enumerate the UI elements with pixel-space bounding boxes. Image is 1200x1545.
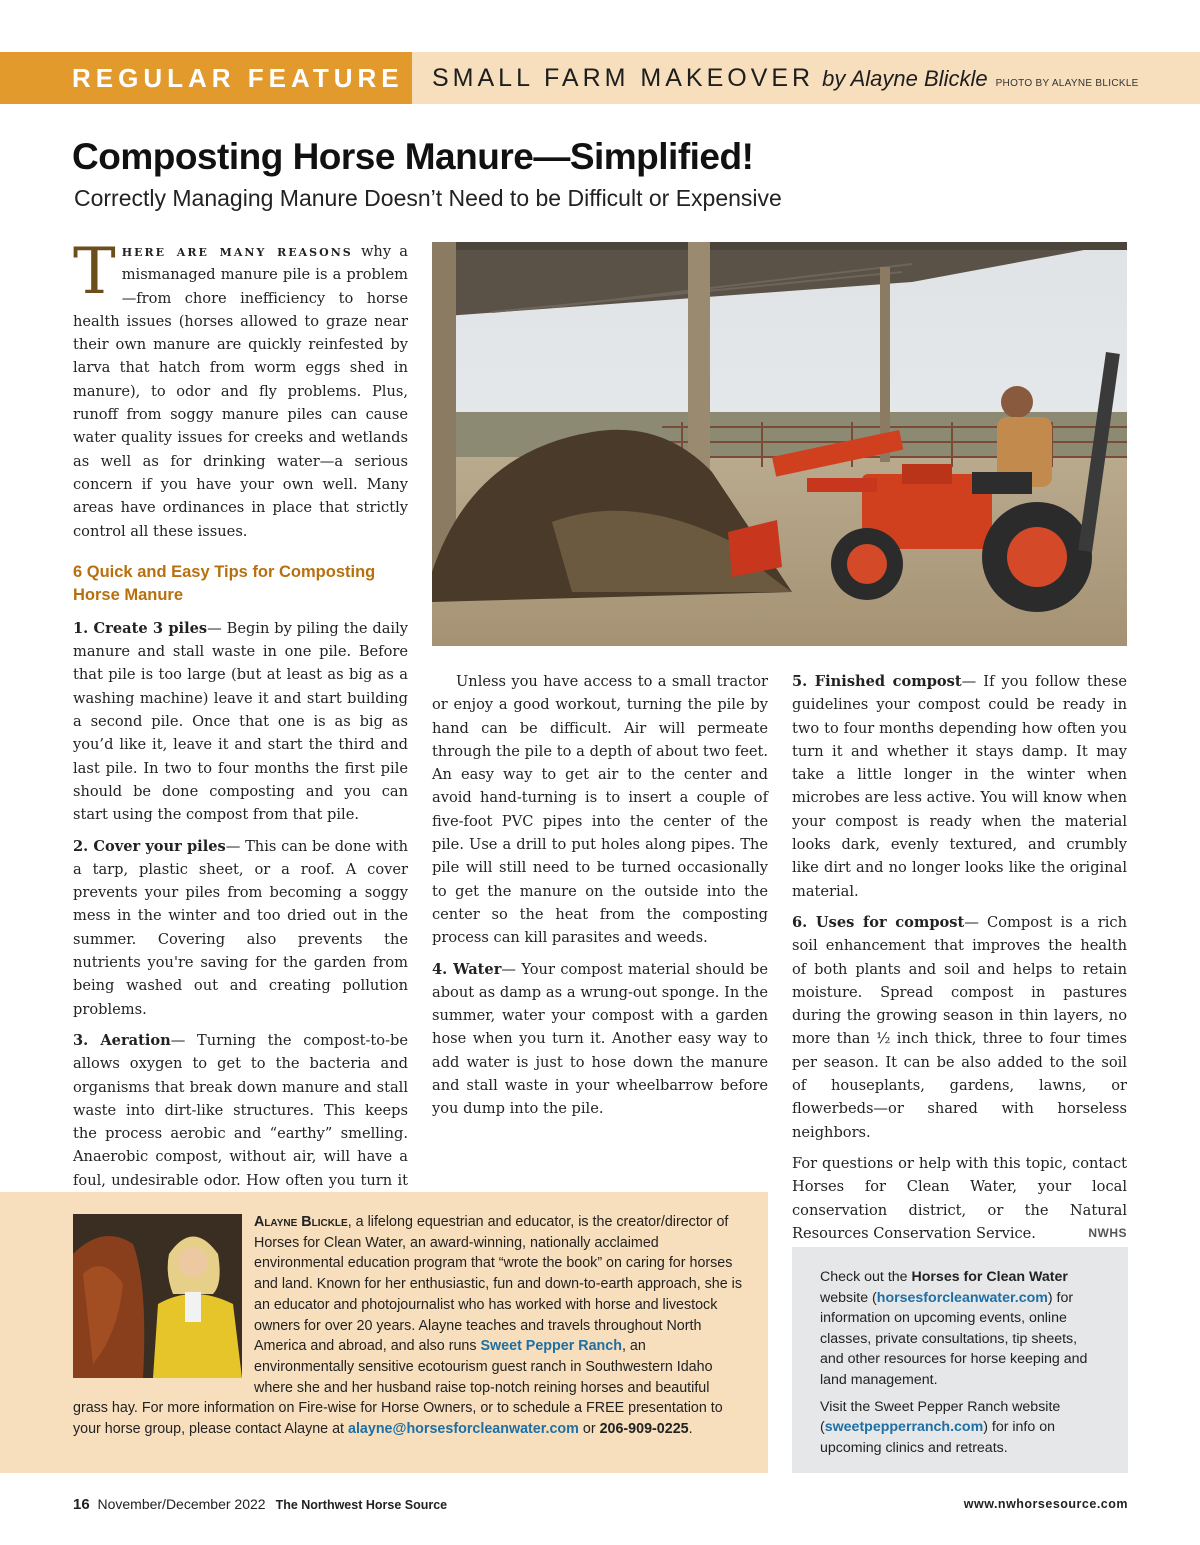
- magazine-website[interactable]: www.nwhorsesource.com: [963, 1497, 1128, 1511]
- page-footer: [73, 1496, 1128, 1513]
- lead-in: here are many reasons: [121, 242, 353, 260]
- bio-text-4: .: [688, 1421, 693, 1438]
- byline: by Alayne Blickle: [822, 66, 988, 91]
- tip-5-title: 5. Finished compost: [792, 673, 962, 690]
- photo-illustration: [432, 242, 1127, 646]
- tractor-compost-photo: [432, 242, 1127, 646]
- feature-label-band: [0, 52, 412, 104]
- article-headline: Composting Horse Manure—Simplified!: [72, 136, 754, 177]
- bio-text-1: , a lifelong equestrian and educator, is the creator/director of Horses for Clean Water, an award-winning, nationally acclaimed environmental education program that “wrote the book” on caring for horses and land. Known for her enthusiastic, fun and down-to-earth approach, she is an educator and photojournalist who has worked with horse and livestock owners for over 20 years. Alayne teaches and travels throughout North America and abroad, and also runs: [254, 1214, 742, 1355]
- hfcw-website-link[interactable]: horsesforcleanwater.com: [876, 1289, 1048, 1306]
- tip-3-paragraph-2: Unless you have access to a small tractor or enjoy a good workout, turning the pile by hand can be difficult. Air will permeate through the pile to a depth of about two feet. An easy way to get air to the center and avoid hand-turning is to insert a couple of five-foot PVC pipes into the center of the pile. Use a drill to put holes along pipes. The pile will still need to be turned occasionally to get the manure on the outside into the center so the heat from the composting process can kill parasites and weeds.: [432, 673, 768, 947]
- resources-sidebar: [792, 1247, 1128, 1473]
- article-subhead: Correctly Managing Manure Doesn’t Need to be Difficult or Expensive: [74, 185, 782, 211]
- bio-text-3: or: [578, 1421, 600, 1438]
- tip-1: [73, 617, 408, 827]
- tip-4: [432, 958, 768, 1121]
- tip-5: [792, 670, 1127, 903]
- sidebar-text: Check out the: [820, 1269, 912, 1285]
- tip-1-text: — Begin by piling the daily manure and stall waste in one pile. Before that pile is too large (but at least as big as a washing machine) leave it and start building a second pile. Once that one is as big as you’d like it, leave it and start the third and last pile. In two to four months the first pile should be done composting and you can start using the compost from that pile.: [73, 619, 408, 824]
- sidebar-text: ) for information on upcoming events, online classes, private consultations, tip sheets, and other resources for horse keeping and land management.: [820, 1289, 1088, 1388]
- sweet-pepper-ranch-link[interactable]: Sweet Pepper Ranch: [480, 1338, 622, 1355]
- tip-6-text: — Compost is a rich soil enhancement that improves the health of both plants and soil and helps to retain moisture. Spread compost in pastures during the growing season in thin layers, no more than ½ inch thick, three to four times per season. It can be also added to the soil of houseplants, gardens, lawns, or flowerbeds—or shared with horseless neighbors.: [792, 913, 1127, 1141]
- hfcw-name: Horses for Clean Water: [911, 1269, 1068, 1285]
- bio-text-2: , an environmentally sensitive ecotourism guest ranch in Southwestern Idaho where she and her husband raise top-notch reining horses and beautiful grass hay. For more information on Fire-wise for Horse Owners, or to schedule a FREE presentation to your horse group, please contact Alayne at: [73, 1338, 723, 1438]
- closing-text: For questions or help with this topic, contact Horses for Clean Water, your local conservation district, or the Natural Resources Conservation Service.: [792, 1154, 1127, 1242]
- sidebar-text: ) for info on upcoming clinics and retreats.: [820, 1419, 1055, 1456]
- sidebar-text: website (: [820, 1289, 877, 1306]
- tip-5-text: — If you follow these guidelines your compost could be ready in two to four months depending how often you turn it and whether it stays damp. It may take a little longer in the winter when microbes are less active. You will know when your compost is ready when the material looks dark, evenly textured, and crumbly like dirt and no longer looks like the original material.: [792, 673, 1127, 900]
- intro-paragraph: [73, 235, 409, 543]
- author-email-link[interactable]: alayne@horsesforcleanwater.com: [348, 1421, 579, 1438]
- intro-text: why a mismanaged manure pile is a problem—from chore inefficiency to horse health issues (horses allowed to graze near their own manure are quickly reinfested by larva that hatch from worm eggs shed in manure), to odor and fly problems. Plus, runoff from soggy manure piles can cause water quality issues for creeks and wetlands as well as for drinking water—a serious concern if you have your own well. Many areas have ordinances in place that strictly control all these issues.: [73, 243, 409, 540]
- article-column-1: [73, 235, 409, 1247]
- article-column-2: [432, 670, 768, 1129]
- sidebar-paragraph-1: [820, 1267, 1104, 1391]
- tip-3-title: 3. Aeration: [73, 1031, 171, 1049]
- photo-spacer: [73, 1212, 254, 1390]
- tip-6-title: 6. Uses for compost: [792, 913, 965, 931]
- tip-4-title: 4. Water: [432, 960, 502, 978]
- feature-label: REGULAR FEATURE: [72, 63, 404, 93]
- section-heading: 6 Quick and Easy Tips for Composting Horse Manure: [73, 562, 376, 604]
- photo-credit: PHOTO BY ALAYNE BLICKLE: [995, 78, 1139, 89]
- series-title: SMALL FARM MAKEOVER: [432, 64, 815, 92]
- drop-cap: T: [73, 235, 116, 309]
- tip-6: [792, 911, 1127, 1144]
- magazine-name: The Northwest Horse Source: [275, 1498, 448, 1512]
- author-name: Alayne Blickle: [254, 1214, 348, 1230]
- page-number: 16: [73, 1496, 90, 1513]
- signoff: NWHS: [1088, 1225, 1127, 1240]
- tip-3-text: — Turning the compost-to-be allows oxygen to get to the bacteria and organisms that break down manure and stall waste into dirt-like structures. This keeps the process aerobic and “earthy” smelling. Anaerobic compost, without air, will have a foul, undesirable odor. How often you turn it: [73, 1031, 408, 1189]
- sidebar-paragraph-2: [820, 1397, 1104, 1459]
- tip-2: [73, 835, 408, 1021]
- series-header-band: [412, 52, 1200, 104]
- author-bio-box: [0, 1192, 768, 1473]
- tip-2-title: 2. Cover your piles: [73, 837, 226, 855]
- tip-1-title: 1. Create 3 piles: [73, 619, 208, 637]
- tip-2-text: — This can be done with a tarp, plastic sheet, or a roof. A cover prevents your piles from becoming a soggy mess in the winter and too dried out in the summer. Covering also prevents the nutrients you're saving for the garden from being washed out and creating pollution problems.: [73, 837, 408, 1018]
- tip-4-text: — Your compost material should be about as damp as a wrung-out sponge. In the summer, water your compost with a garden hose when you turn it. Another easy way to add water is just to hose down the manure and stall waste in your wheelbarrow before you dump into the pile.: [432, 960, 768, 1118]
- closing-paragraph: [792, 1152, 1127, 1245]
- article-column-3: [792, 670, 1127, 1253]
- issue-date: November/December 2022: [97, 1496, 266, 1512]
- author-bio-text: [73, 1212, 745, 1440]
- author-phone: 206-909-0225: [599, 1421, 689, 1438]
- sidebar-text: Visit the Sweet Pepper Ranch website (: [820, 1398, 1061, 1436]
- sweetpepperranch-website-link[interactable]: sweetpepperranch.com: [824, 1419, 984, 1436]
